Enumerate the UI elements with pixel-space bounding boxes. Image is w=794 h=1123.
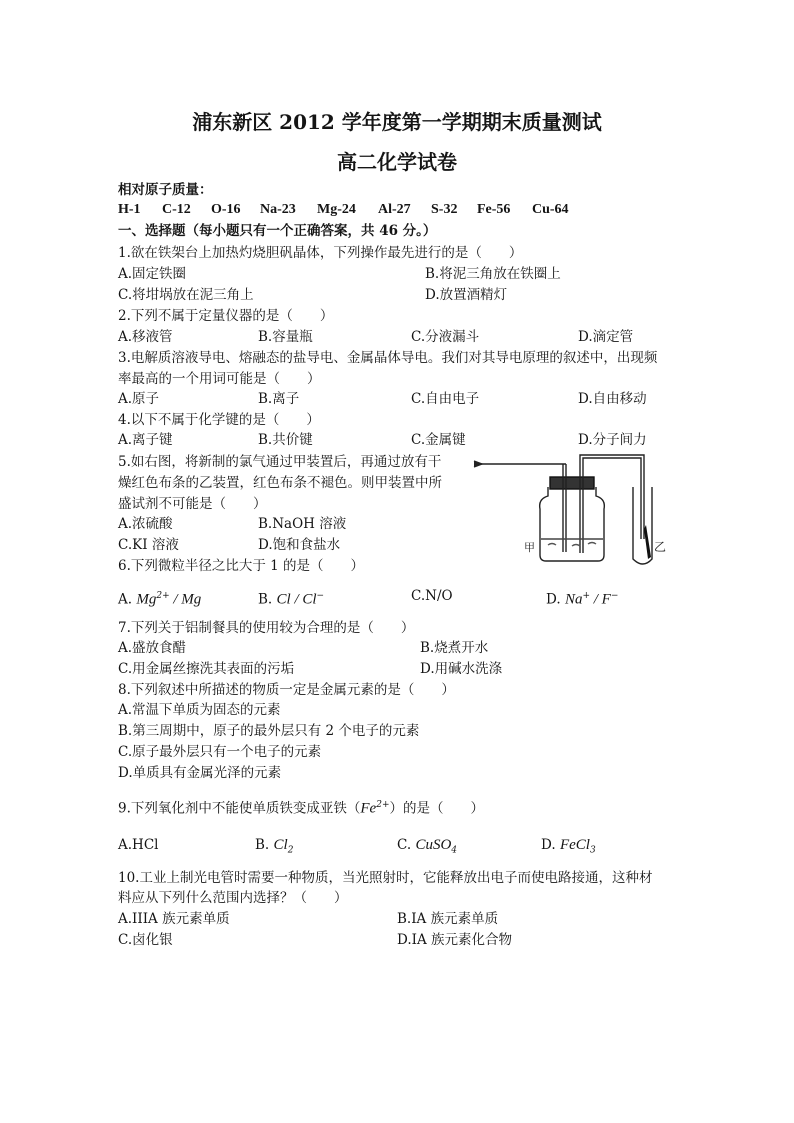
q1-option-c: C.将坩埚放在泥三角上: [118, 287, 254, 303]
q6-option-c: C.N/O: [411, 588, 453, 604]
q9-stem-text-end: ）的是（ ）: [389, 800, 484, 817]
q6-option-d-formula2: / F: [590, 591, 611, 608]
q1-stem: 1.欲在铁架台上加热灼烧胆矾晶体，下列操作最先进行的是（ ）: [118, 245, 523, 261]
q6-option-a-rest: / Mg: [169, 591, 202, 608]
atomic-mass-cu: Cu-64: [532, 202, 569, 217]
q5-option-d: D.饱和食盐水: [258, 537, 341, 553]
diagram-label-jia: 甲: [524, 541, 535, 554]
q2-option-b: B.容量瓶: [258, 329, 313, 345]
atomic-mass-s: S-32: [431, 202, 458, 217]
q6-option-d-charge1: +: [582, 591, 590, 601]
atomic-mass-al: Al-27: [378, 202, 411, 217]
q7-option-c: C.用金属丝擦洗其表面的污垢: [118, 661, 295, 677]
atomic-mass-h: H-1: [118, 202, 141, 217]
q9-option-d: [541, 835, 596, 862]
q9-option-c-formula: CuSO: [415, 837, 452, 853]
q6-option-d-formula1: Na: [564, 591, 583, 608]
q5-stem-line3: 盛试剂不可能是（ ）: [118, 496, 267, 512]
q5-option-a: A.浓硫酸: [118, 516, 173, 532]
q4-option-b: B.共价键: [258, 432, 313, 448]
q9-stem-charge: 2+: [376, 800, 390, 810]
q2-option-a: A.移液管: [118, 329, 173, 345]
q1-option-a: A.固定铁圈: [118, 266, 187, 282]
q8-option-d: D.单质具有金属光泽的元素: [118, 765, 282, 781]
q9-option-b: [255, 835, 293, 862]
atomic-mass-na: Na-23: [260, 202, 296, 217]
q7-stem: 7.下列关于铝制餐具的使用较为合理的是（ ）: [118, 620, 415, 636]
exam-title: 浦东新区 2012 学年度第一学期期末质量测试: [192, 110, 602, 134]
q6-option-a: [118, 586, 201, 611]
section-heading: 一、选择题（每小题只有一个正确答案，共 46 分。）: [118, 223, 437, 239]
q9-stem: [118, 795, 484, 820]
exam-subtitle: 高二化学试卷: [337, 150, 457, 174]
q10-option-a: A.IIIA 族元素单质: [118, 911, 230, 927]
q7-option-d: D.用碱水洗涤: [420, 661, 503, 677]
q6-option-a-charge: 2+: [156, 591, 170, 601]
q6-option-d-charge2: −: [610, 591, 619, 601]
atomic-mass-c: C-12: [162, 202, 191, 217]
q9-option-c-prefix: C.: [397, 837, 416, 853]
q6-stem: 6.下列微粒半径之比大于 1 的是（ ）: [118, 558, 365, 574]
q10-option-c: C.卤化银: [118, 932, 173, 948]
q9-option-a: A.HCl: [118, 837, 159, 853]
q6-option-b: [258, 586, 324, 611]
q9-option-c-subscript: 4: [451, 845, 458, 856]
q10-stem-line1: 10.工业上制光电管时需要一种物质，当光照射时，它能释放出电子而使电路接通，这种材: [118, 870, 653, 886]
q9-option-d-formula: FeCl: [559, 837, 590, 853]
q8-option-c: C.原子最外层只有一个电子的元素: [118, 744, 322, 760]
q1-option-d: D.放置酒精灯: [425, 287, 508, 303]
q10-option-d: D.IA 族元素化合物: [397, 932, 513, 948]
q9-option-b-subscript: 2: [287, 845, 294, 856]
q4-option-c: C.金属键: [411, 432, 466, 448]
q5-stem-line1: 5.如右图，将新制的氯气通过甲装置后，再通过放有干: [118, 454, 442, 470]
q5-stem-line2: 燥红色布条的乙装置，红色布条不褪色。则甲装置中所: [118, 475, 442, 491]
q2-option-c: C.分液漏斗: [411, 329, 480, 345]
q3-option-c: C.自由电子: [411, 391, 480, 407]
q6-option-a-formula: Mg: [136, 591, 157, 608]
atomic-mass-label: 相对原子质量：: [118, 182, 213, 198]
q9-option-d-subscript: 3: [589, 845, 596, 856]
q10-option-b: B.IA 族元素单质: [397, 911, 499, 927]
q8-option-a: A.常温下单质为固态的元素: [118, 702, 281, 718]
q3-option-b: B.离子: [258, 391, 300, 407]
q7-option-b: B.烧煮开水: [420, 640, 489, 656]
atomic-mass-mg: Mg-24: [317, 202, 356, 217]
q8-option-b: B.第三周期中，原子的最外层只有 2 个电子的元素: [118, 723, 420, 739]
q3-option-d: D.自由移动: [578, 391, 647, 407]
q5-option-c: C.KI 溶液: [118, 537, 179, 553]
q2-option-d: D.滴定管: [578, 329, 634, 345]
q1-option-b: B.将泥三角放在铁圈上: [425, 266, 561, 282]
q9-stem-ion: Fe: [360, 800, 377, 817]
q3-option-a: A.原子: [118, 391, 160, 407]
q3-stem-line1: 3.电解质溶液导电、熔融态的盐导电、金属晶体导电。我们对其导电原理的叙述中，出现频: [118, 350, 658, 366]
q6-option-d-prefix: D.: [546, 591, 565, 608]
q6-option-d: [546, 586, 618, 611]
q9-stem-text: 9.下列氧化剂中不能使单质铁变成亚铁（: [118, 800, 361, 817]
q6-option-b-formula: Cl / Cl: [276, 591, 317, 608]
q6-option-b-prefix: B.: [258, 591, 277, 608]
atomic-mass-o: O-16: [211, 202, 241, 217]
q6-option-b-charge: −: [316, 591, 325, 601]
q10-stem-line2: 料应从下列什么范围内选择？（ ）: [118, 890, 348, 906]
q2-stem: 2.下列不属于定量仪器的是（ ）: [118, 308, 334, 324]
q8-stem: 8.下列叙述中所描述的物质一定是金属元素的是（ ）: [118, 682, 455, 698]
q5-option-b: B.NaOH 溶液: [258, 516, 347, 532]
gas-washing-apparatus-diagram: [468, 447, 680, 567]
q3-stem-line2: 率最高的一个用词可能是（ ）: [118, 371, 321, 387]
q9-option-c: [397, 835, 457, 862]
q9-option-d-prefix: D.: [541, 837, 560, 853]
q4-stem: 4.以下不属于化学键的是（ ）: [118, 412, 320, 428]
atomic-mass-fe: Fe-56: [477, 202, 511, 217]
q9-option-b-formula: Cl: [273, 837, 288, 853]
q9-option-b-prefix: B.: [255, 837, 274, 853]
q6-option-a-prefix: A.: [118, 591, 137, 608]
q4-option-d: D.分子间力: [578, 432, 647, 448]
diagram-label-yi: 乙: [654, 540, 667, 554]
q7-option-a: A.盛放食醋: [118, 640, 187, 656]
q4-option-a: A.离子键: [118, 432, 173, 448]
